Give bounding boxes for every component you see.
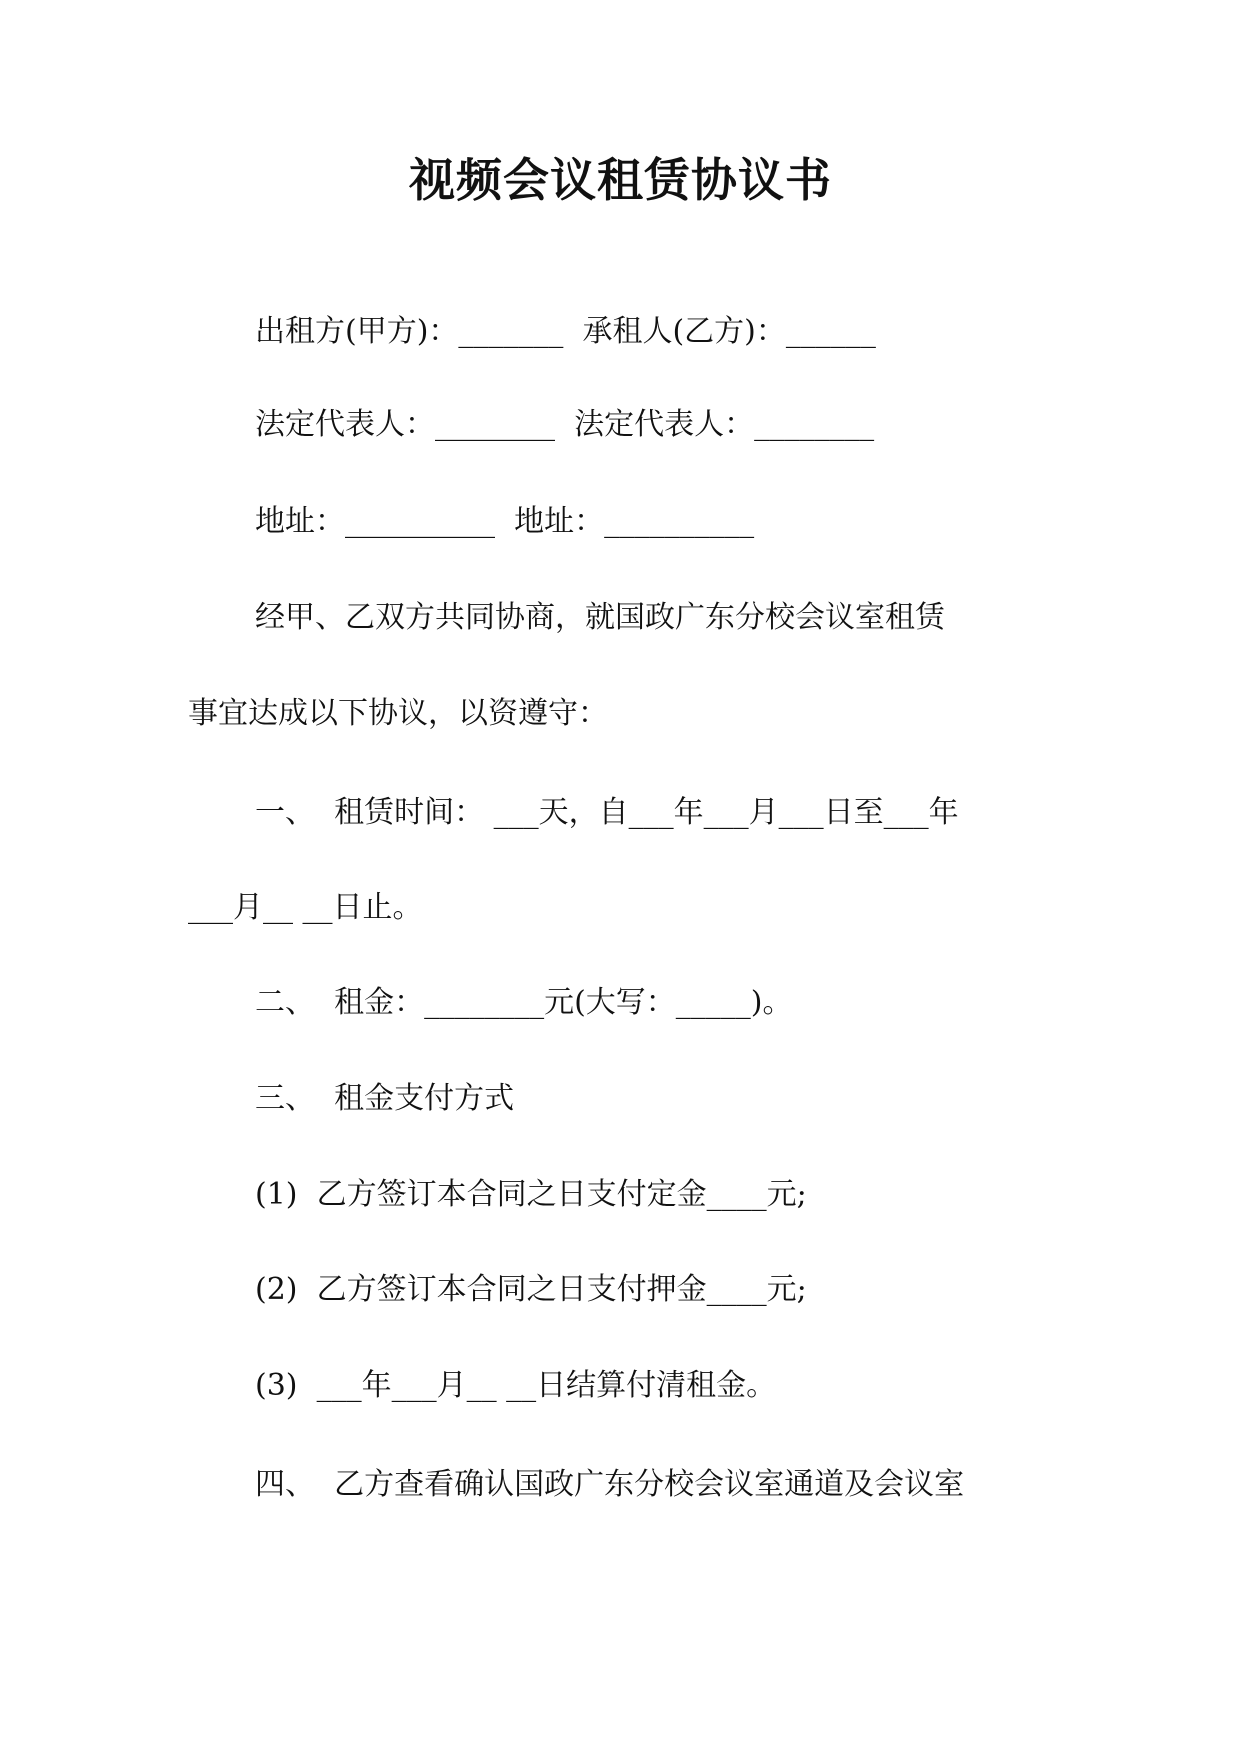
preamble-line-2: 事宜达成以下协议，以资遵守：: [188, 696, 608, 731]
preamble-line-1: 经甲、乙双方共同协商，就国政广东分校会议室租赁: [255, 600, 945, 635]
clause-3-item-3: (3) ___年___月__ __日结算付清租金。: [255, 1368, 777, 1403]
clause-2-line: 二、 租金：________元(大写：_____)。: [255, 985, 793, 1020]
address-line: 地址：__________ 地址：__________: [255, 504, 755, 539]
clause-1-line-2: ___月__ __日止。: [188, 890, 423, 925]
legal-representative-line: 法定代表人：________ 法定代表人：________: [255, 407, 875, 442]
clause-4-line-1: 四、 乙方查看确认国政广东分校会议室通道及会议室: [255, 1467, 965, 1502]
clause-3-item-1: (1) 乙方签订本合同之日支付定金____元;: [255, 1177, 807, 1212]
parties-line: 出租方(甲方)：_______ 承租人(乙方)：______: [255, 314, 876, 349]
clause-1-line-1: 一、 租赁时间： ___天，自___年___月___日至___年: [255, 795, 959, 830]
document-title: 视频会议租赁协议书: [409, 153, 832, 207]
clause-3-item-2: (2) 乙方签订本合同之日支付押金____元;: [255, 1272, 807, 1307]
clause-3-heading: 三、 租金支付方式: [255, 1081, 515, 1116]
